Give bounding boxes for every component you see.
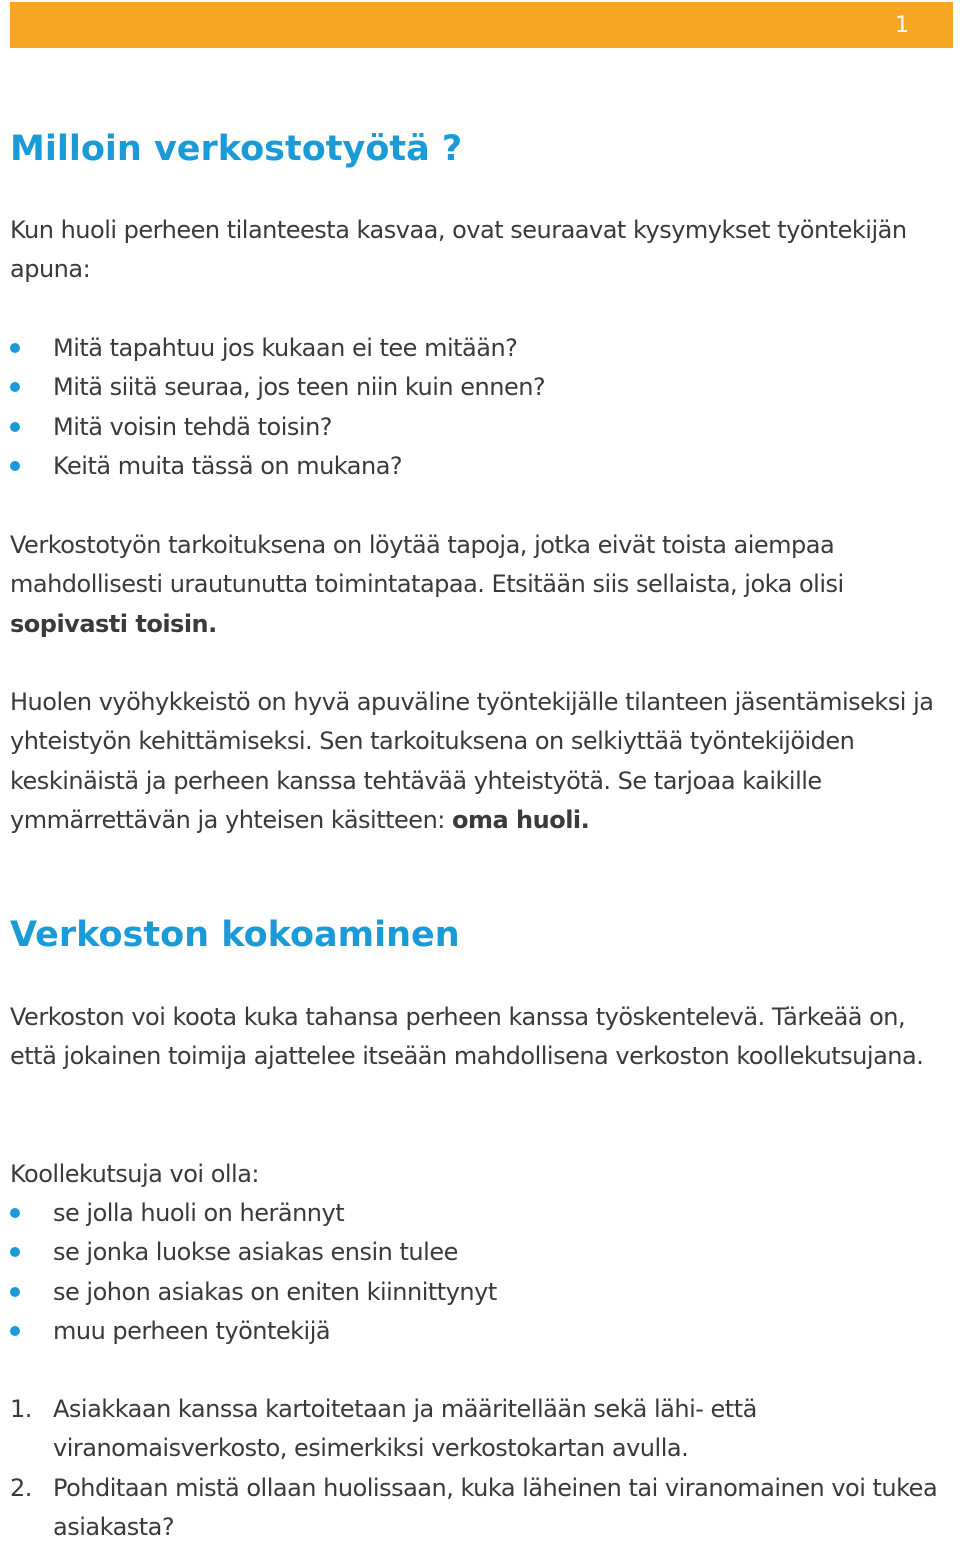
- section-title-network: Verkoston kokoaminen: [10, 915, 460, 955]
- step-item: [10, 1390, 945, 1469]
- step-list: [10, 1390, 945, 1547]
- step-number: 1.: [10, 1395, 32, 1423]
- convener-item: se jonka luokse asiakas ensin tulee: [10, 1233, 945, 1272]
- step-text: Pohditaan mistä ollaan huolissaan, kuka läheinen tai viranomainen voi tukea asiakasta?: [53, 1473, 938, 1541]
- step-number: 2.: [10, 1473, 32, 1502]
- convener-list: [10, 1194, 945, 1351]
- bullet-icon: [10, 1247, 20, 1257]
- question-item: Keitä muita tässä on mukana?: [10, 447, 945, 486]
- zones-emphasis: oma huoli.: [452, 805, 590, 834]
- bullet-icon: [10, 461, 20, 471]
- bullet-icon: [10, 343, 20, 353]
- convener-item: se jolla huoli on herännyt: [10, 1194, 945, 1233]
- network-intro-paragraph: Verkoston voi koota kuka tahansa perheen kanssa työskentelevä. Tärkeää on, että jokainen toimija ajattelee itseään mahdollisena verkoston koollekutsujana.: [10, 1003, 924, 1071]
- bullet-icon: [10, 1208, 20, 1218]
- section-title-when: Milloin verkostotyötä ?: [10, 129, 463, 169]
- bullet-icon: [10, 422, 20, 432]
- question-list: [10, 329, 945, 486]
- question-item: Mitä voisin tehdä toisin?: [10, 408, 945, 447]
- header-bar: [10, 2, 953, 48]
- page-number: 1: [895, 13, 909, 38]
- step-item: [10, 1469, 945, 1547]
- bullet-icon: [10, 382, 20, 392]
- convener-item: se johon asiakas on eniten kiinnittynyt: [10, 1273, 945, 1312]
- intro-paragraph: Kun huoli perheen tilanteesta kasvaa, ovat seuraavat kysymykset työntekijän apuna:: [10, 216, 907, 284]
- zones-paragraph: Huolen vyöhykkeistö on hyvä apuväline työntekijälle tilanteen jäsentämiseksi ja yhteistyön kehittämiseksi. Sen tarkoituksena on selkiyttää työntekijöiden keskinäistä ja perheen kanssa tehtävää yhteistyötä. Se tarjoaa kaikille ymmärrettävän ja yhteisen käsitteen: oma huoli.: [10, 688, 934, 834]
- purpose-paragraph: Verkostotyön tarkoituksena on löytää tapoja, jotka eivät toista aiempaa mahdollisesti urautunutta toimintatapaa. Etsitään siis sellaista, joka olisi sopivasti toisin.: [10, 531, 844, 638]
- bullet-icon: [10, 1326, 20, 1336]
- convener-item: muu perheen työntekijä: [10, 1312, 945, 1351]
- step-text: Asiakkaan kanssa kartoitetaan ja määritellään sekä lähi- että viranomaisverkosto, esimerkiksi verkostokartan avulla.: [53, 1395, 757, 1463]
- bullet-icon: [10, 1287, 20, 1297]
- question-item: Mitä tapahtuu jos kukaan ei tee mitään?: [10, 329, 945, 368]
- question-item: Mitä siitä seuraa, jos teen niin kuin ennen?: [10, 368, 945, 407]
- convener-label: Koollekutsuja voi olla:: [10, 1160, 260, 1188]
- purpose-emphasis: sopivasti toisin.: [10, 609, 217, 638]
